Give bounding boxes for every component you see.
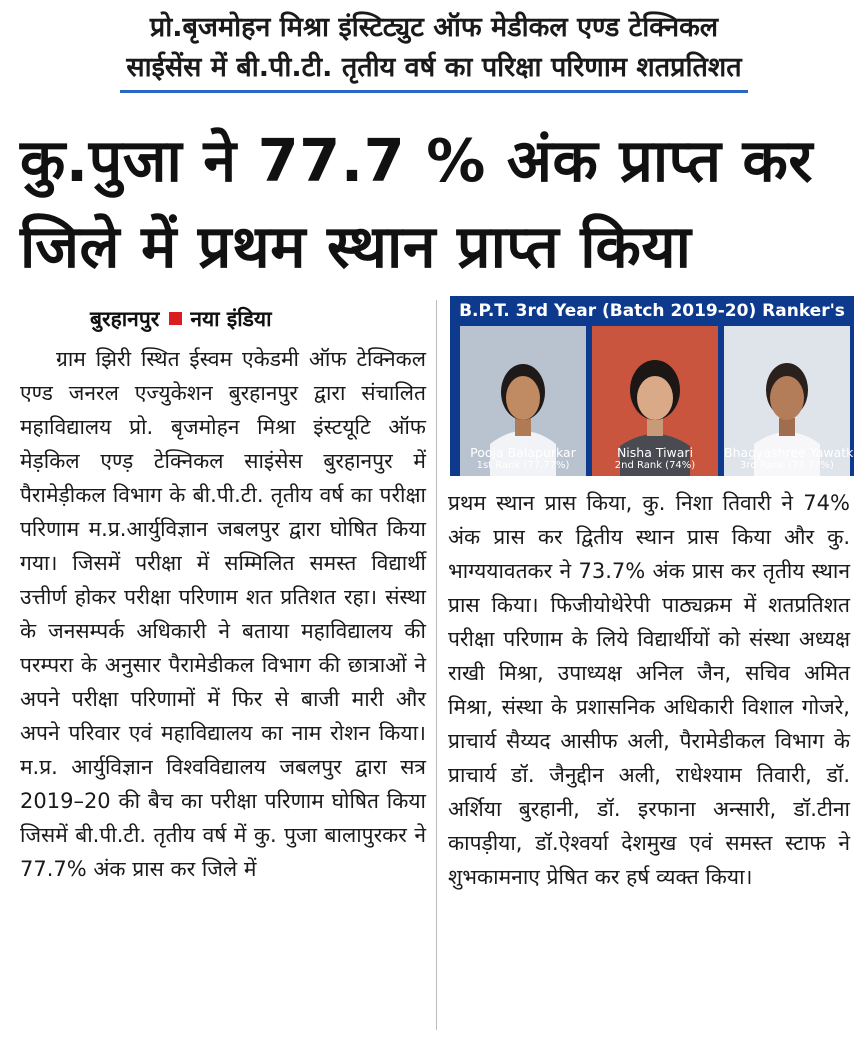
byline-place: बुरहानपुर xyxy=(90,307,160,331)
ranker-photo-3 xyxy=(724,326,866,476)
ranker-name-3: Bhagyashree Yawatkar xyxy=(724,445,866,460)
rankers-photo xyxy=(450,296,866,476)
ranker-caption-1 xyxy=(460,445,586,472)
ranker-name-1: Pooja Balapurkar xyxy=(470,445,576,460)
headline-line-1: कु.पुजा ने 77.7 % अंक प्राप्त कर xyxy=(20,126,813,195)
byline-separator-icon xyxy=(169,312,182,325)
article-text-left: ग्राम झिरी स्थित ईस्वम एकेडमी ऑफ टेक्निकल एण्ड जनरल एज्युकेशन बुरहानपुर द्वारा संचालित महाविद्यालय प्रो. बृजमोहन मिश्रा इंस्टयूटि ऑफ मेड़किल एण्ड़ टेक्निकल साइंसेस बुरहानपुर में पैरामेड़ीकल विभाग के बी.पी.टी. तृतीय वर्ष का परीक्षा परिणाम म.प्र.आर्युविज्ञान जबलपुर द्वारा घोषित किया गया। जिसमें परीक्षा में सम्मिलित समस्त विद्यार्थी उत्तीर्ण होकर परीक्षा परिणाम शत प्रतिशत रहा। संस्था के जनसम्पर्क अधिकारी ने बताया महाविद्यालय की परम्परा के अनुसार पैरामेडीकल विभाग की छात्राओं ने अपने परीक्षा परिणामों में फिर से बाजी मारी और अपने परिवार एवं महाविद्यालय का नाम रोशन किया। म.प्र. आर्युविज्ञान विश्वविद्यालय जबलपुर द्वारा सत्र 2019–20 की बैच का परीक्षा परिणाम घोषित किया जिसमें बी.पी.टी. तृतीय वर्ष में कु. पुजा बालापुरकर ने 77.7% अंक प्रास कर जिले में xyxy=(20,347,426,881)
byline-paper: नया इंडिया xyxy=(190,307,272,331)
ranker-rank-3: 3rd Rank (73.77%) xyxy=(740,460,834,471)
ranker-rank-1: 1st Rank (77.77%) xyxy=(476,460,570,471)
ranker-photo-2 xyxy=(592,326,718,476)
article-column-right xyxy=(448,486,850,894)
column-divider xyxy=(436,300,437,1030)
ranker-name-2: Nisha Tiwari xyxy=(616,445,694,460)
kicker-heading xyxy=(0,8,868,93)
article-column-left xyxy=(20,342,426,886)
headline-line-2: जिले में प्रथम स्थान प्राप्त किया xyxy=(20,212,692,281)
ranker-rank-2: 2nd Rank (74%) xyxy=(614,460,696,471)
ranker-caption-3 xyxy=(724,445,866,472)
kicker-line-2: साईसेंस में बी.पी.टी. तृतीय वर्ष का परिक्षा परिणाम शतप्रतिशत xyxy=(120,48,747,93)
article-text-right: प्रथम स्थान प्रास किया, कु. निशा तिवारी ने 74% अंक प्रास कर द्वितीय स्थान प्रास किया और कु. भाग्ययावतकर ने 73.7% अंक प्रास कर तृतीय स्थान प्रास किया। फिजीयोथेरेपी पाठ्यक्रम में शतप्रतिशत परीक्षा परिणाम के लिये विद्यार्थीयों को संस्था अध्यक्ष राखी मिश्रा, उपाध्यक्ष अनिल जैन, सचिव अमित मिश्रा, संस्था के प्रशासनिक अधिकारी विशाल गोजरे, प्राचार्य सैय्यद आसीफ अली, पैरामेडीकल विभाग के प्राचार्य डॉ. जैनुद्दीन अली, राधेश्याम तिवारी, डॉ. अर्शिया बुरहानी, डॉ. इरफाना अन्सारी, डॉ.टीना कापड़ीया, डॉ.ऐश्वर्या देशमुख एवं समस्त स्टाफ ने शुभकामनाए प्रेषित कर हर्ष व्यक्त किया। xyxy=(448,491,850,889)
kicker-line-1: प्रो.बृजमोहन मिश्रा इंस्टिट्युट ऑफ मेडीकल एण्ड टेक्निकल xyxy=(149,12,719,43)
byline xyxy=(90,305,272,333)
photo-title: B.P.T. 3rd Year (Batch 2019-20) Ranker's xyxy=(459,301,845,321)
main-headline xyxy=(20,118,848,290)
ranker-photo-1 xyxy=(460,326,586,476)
ranker-caption-2 xyxy=(592,445,718,472)
